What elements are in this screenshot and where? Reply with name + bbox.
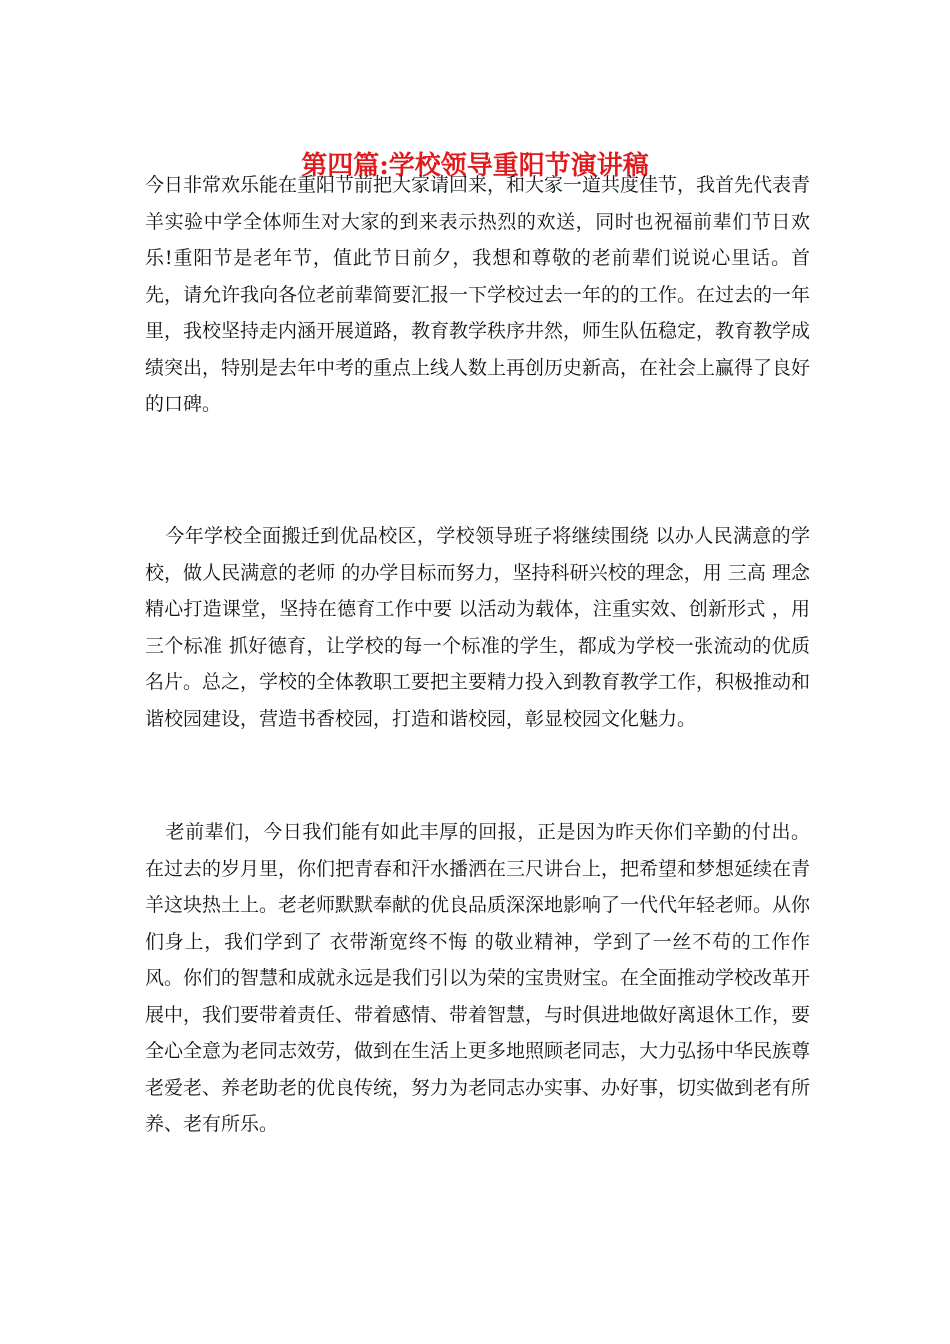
paragraph-3 [145, 814, 810, 1143]
paragraph-3-text: 老前辈们，今日我们能有如此丰厚的回报，正是因为昨天你们辛勤的付出。在过去的岁月里，你们把青春和汗水播洒在三尺讲台上，把希望和梦想延续在青羊这块热土上。老老师默默奉献的优良品质深深地影响了一代代年轻老师。从你们身上，我们学到了 衣带渐宽终不悔 的敬业精神，学到了一丝不苟的工作作风。你们的智慧和成就永远是我们引以为荣的宝贵财宝。在全面推动学校改革开展中，我们要带着责任、带着感情、带着智慧，与时俱进地做好离退休工作，要全心全意为老同志效劳，做到在生活上更多地照顾老同志，大力弘扬中华民族尊老爱老、养老助老的优良传统，努力为老同志办实事、办好事，切实做到老有所养、老有所乐。 [145, 821, 811, 1135]
paragraph-2 [145, 518, 810, 737]
paragraph-2-text: 今年学校全面搬迁到优品校区，学校领导班子将继续围绕 以办人民满意的学校，做人民满意的老师 的办学目标而努力，坚持科研兴校的理念，用 三高 理念精心打造课堂，坚持在德育工作中要 以活动为载体，注重实效、创新形式 ，用 三个标准 抓好德育，让学校的每一个标准的学生，都成为学校一张流动的优质名片。总之，学校的全体教职工要把主要精力投入到教育教学工作，积极推动和谐校园建设，营造书香校园，打造和谐校园，彰显校园文化魅力。 [145, 525, 811, 730]
paragraph-1-text: 今日非常欢乐能在重阳节前把大家请回来，和大家一道共度佳节，我首先代表青羊实验中学全体师生对大家的到来表示热烈的欢送，同时也祝福前辈们节日欢乐!重阳节是老年节，值此节日前夕，我想和尊敬的老前辈们说说心里话。首先，请允许我向各位老前辈简要汇报一下学校过去一年的的工作。在过去的一年里，我校坚持走内涵开展道路，教育教学秩序井然，师生队伍稳定，教育教学成绩突出，特别是去年中考的重点上线人数上再创历史新高，在社会上赢得了良好的口碑。 [145, 174, 811, 415]
paragraph-1 [145, 167, 810, 423]
document-title: 第四篇:学校领导重阳节演讲稿 [301, 151, 649, 181]
